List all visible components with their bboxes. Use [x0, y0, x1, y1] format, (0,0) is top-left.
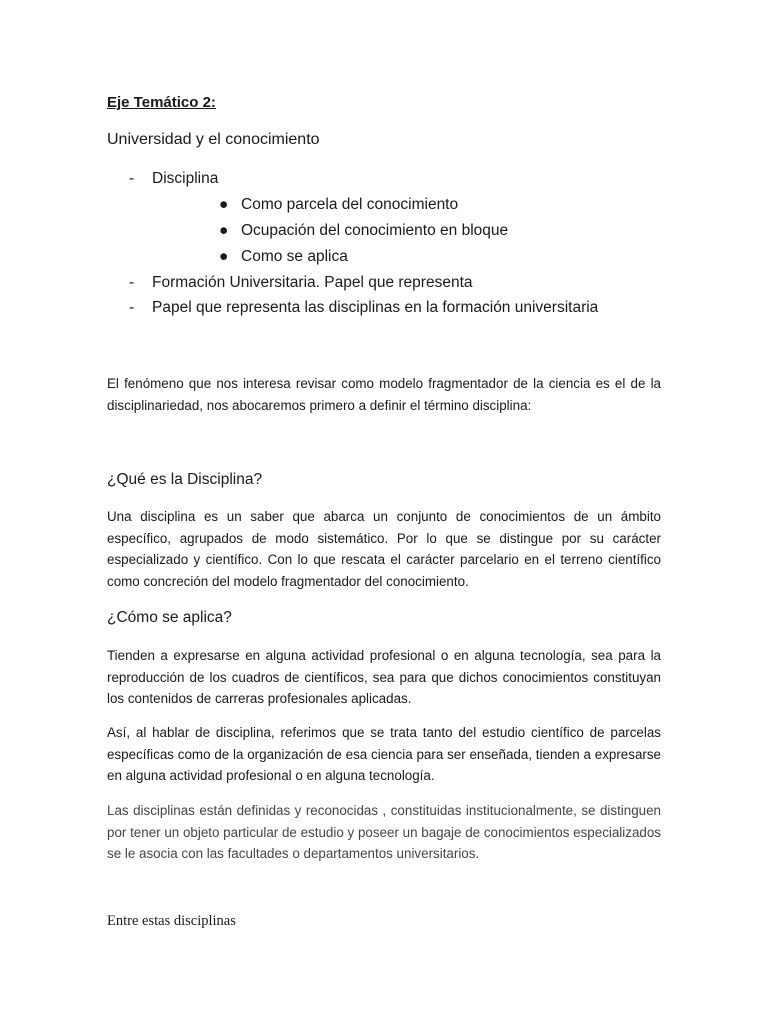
paragraph: Tienden a expresarse en alguna actividad profesional o en alguna tecnología, sea para la reproducción de los cuadros de científicos, sea para que dichos conocimientos constituyan los contenidos de carreras profesionales aplicadas. — [107, 648, 661, 707]
paragraph: Las disciplinas están definidas y reconocidas , constituidas institucionalmente, se distinguen por tener un objeto particular de estudio y poseer un bagaje de conocimientos especializados se le asocia con las facultades o departamentos universitarios. — [107, 803, 661, 862]
dash-marker: - — [129, 274, 135, 291]
section-heading: ¿Qué es la Disciplina? — [107, 471, 263, 488]
bullet-marker: ● — [219, 248, 229, 265]
page-subtitle: Universidad y el conocimiento — [107, 131, 320, 148]
section-heading: ¿Cómo se aplica? — [107, 609, 232, 626]
bullet-marker: ● — [219, 222, 229, 239]
page-heading: Eje Temático 2: — [107, 94, 216, 111]
paragraph: Así, al hablar de disciplina, referimos que se trata tanto del estudio científico de parcelas específicas como de la organización de esa ciencia para ser enseñada, tienden a expresarse en alguna actividad profesional o en alguna tecnología. — [107, 725, 661, 784]
closing-line: Entre estas disciplinas — [107, 913, 236, 929]
intro-paragraph: El fenómeno que nos interesa revisar como modelo fragmentador de la ciencia es el de la disciplinariedad, nos abocaremos primero a definir el término disciplina: — [107, 376, 661, 413]
dash-marker: - — [129, 170, 135, 187]
dash-marker: - — [129, 299, 135, 316]
paragraph: Una disciplina es un saber que abarca un conjunto de conocimientos de un ámbito específico, agrupados de modo sistemático. Por lo que se distingue por su carácter especializado y científico. Con lo que rescata el carácter parcelario en el terreno científico como concreción del modelo fragmentador del conocimiento. — [107, 509, 661, 590]
bullet-marker: ● — [219, 196, 229, 213]
